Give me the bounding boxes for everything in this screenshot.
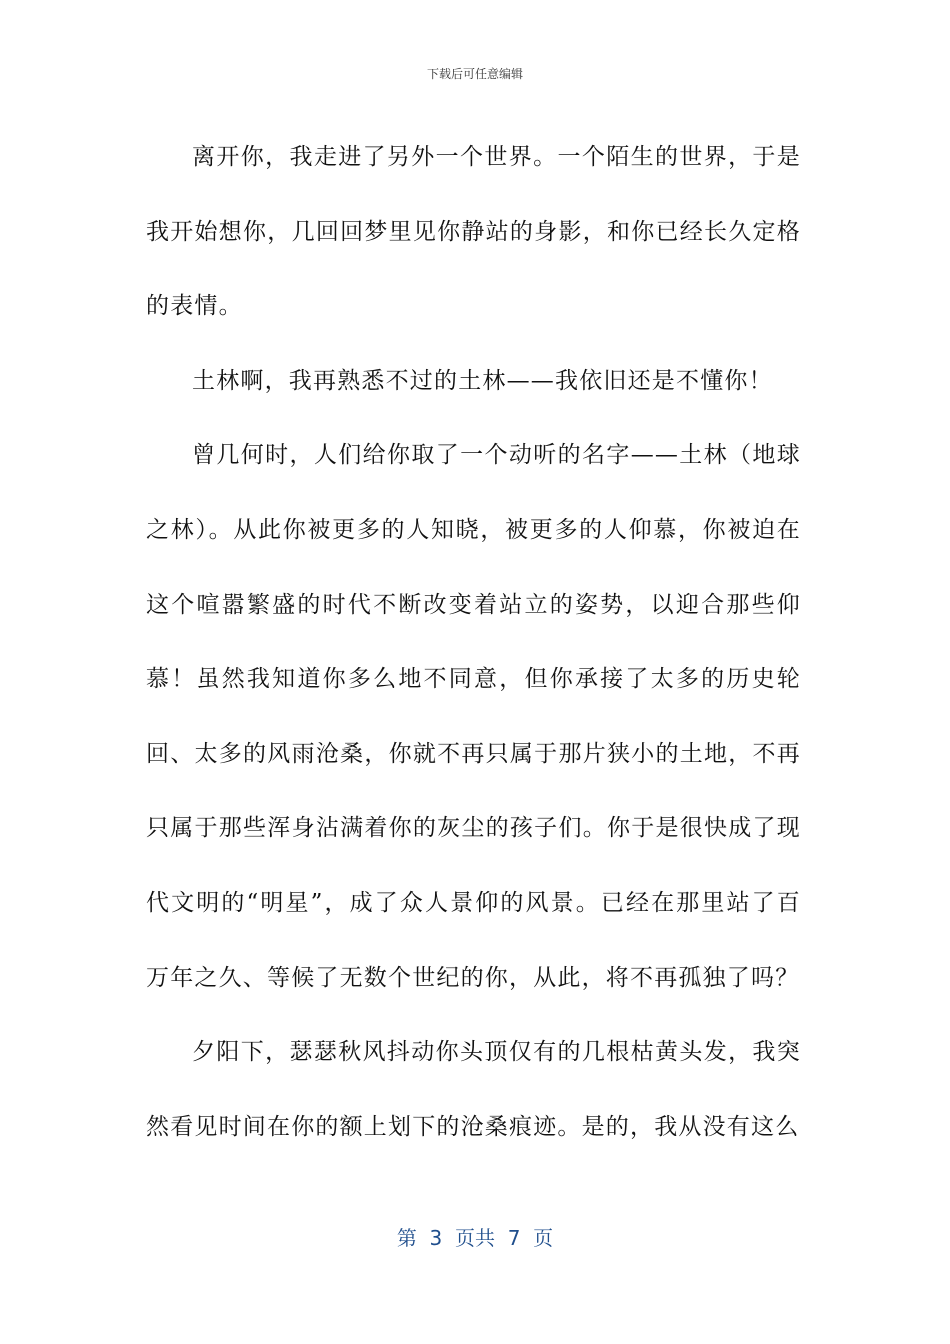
paragraph-3: 曾几何时，人们给你取了一个动听的名字——土林（地球之林）。从此你被更多的人知晓，被更多的人仰慕，你被迫在这个喧嚣繁盛的时代不断改变着站立的姿势，以迎合那些仰慕！虽然我知道你多么地不同意，但你承接了太多的历史轮回、太多的风雨沧桑，你就不再只属于那片狭小的土地，不再只属于那些浑身沾满着你的灰尘的孩子们。你于是很快成了现代文明的“明星”，成了众人景仰的风景。已经在那里站了百万年之久、等候了无数个世纪的你，从此，将不再孤独了吗？ bbox=[146, 442, 801, 991]
body-text bbox=[146, 120, 801, 1164]
header-note: 下载后可任意编辑 bbox=[426, 67, 523, 81]
paragraph-1: 离开你，我走进了另外一个世界。一个陌生的世界，于是我开始想你，几回回梦里见你静站的身影，和你已经长久定格的表情。 bbox=[146, 144, 801, 320]
paragraph-2: 土林啊，我再熟悉不过的土林——我依旧还是不懂你！ bbox=[192, 367, 773, 394]
page-number-footer: 第 3 页共 7 页 bbox=[396, 1226, 554, 1250]
paragraph-4: 夕阳下，瑟瑟秋风抖动你头顶仅有的几根枯黄头发，我突然看见时间在你的额上划下的沧桑痕迹。是的，我从没有这么 bbox=[146, 1039, 801, 1140]
